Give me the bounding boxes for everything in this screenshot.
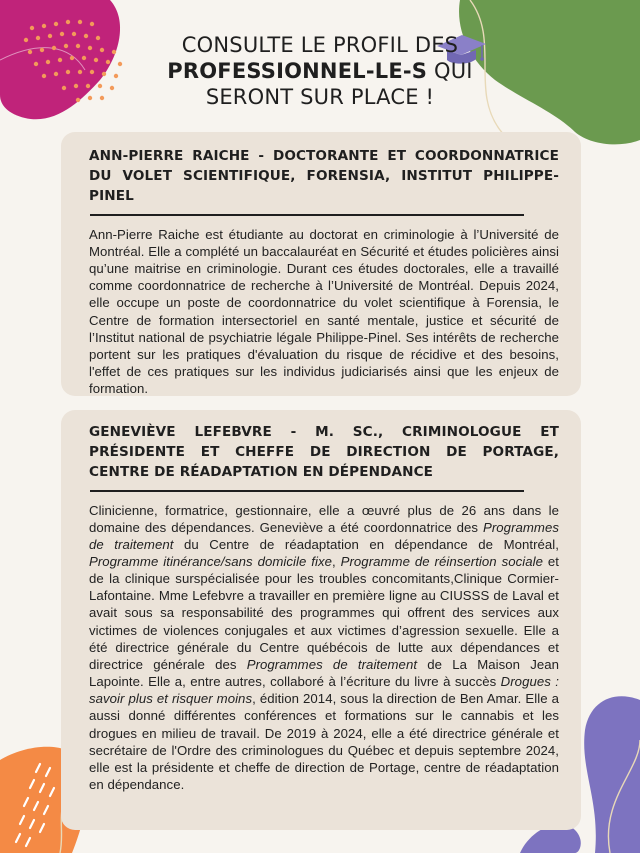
divider <box>90 214 524 216</box>
profile-card-raiche <box>61 132 581 396</box>
title-part-1: CONSULTE LE PROFIL DES <box>181 33 459 57</box>
bio-text: , <box>332 553 341 569</box>
bio-italic: Programmes de traitement <box>89 519 559 552</box>
profile-heading: ANN-PIERRE RAICHE - DOCTORANTE ET COORDONNATRICE DU VOLET SCIENTIFIQUE, FORENSIA, INSTITUT PHILIPPE-PINEL <box>89 148 559 204</box>
bio-italic: Drogues : savoir plus et risquer moins <box>89 674 560 707</box>
title-bold-part: PROFESSIONNEL-LE-S <box>167 59 428 83</box>
bio-italic: Programme de réinsertion sociale <box>340 553 543 569</box>
purple-blob <box>584 696 640 853</box>
profile-card-lefebvre <box>61 410 581 830</box>
page-title <box>150 32 490 110</box>
bio-italic: Programmes de traitement <box>246 656 418 672</box>
bio-text: et de la clinique surspécialisée pour les troubles concomitants,Clinique Cormier-Lafontaine. Mme Lefebvre a travailler en première ligne au CIUSSS de Laval et avait sous sa responsabilité des programmes qui offrent des services aux victimes de violences conjugales et aux victimes d’agression sexuelle. Elle a été directrice générale du Centre québécois de lutte aux dépendances et directrice générale des <box>89 553 560 672</box>
profile-bio <box>89 502 559 794</box>
profile-heading: GENEVIÈVE LEFEBVRE - M. SC., CRIMINOLOGUE ET PRÉSIDENTE ET CHEFFE DE DIRECTION DE PORTAGE, CENTRE DE RÉADAPTATION EN DÉPENDANCE <box>89 424 559 480</box>
bio-text: , édition 2014, sous la direction de Ben Amar. Elle a aussi donné différentes conférences et formations sur le cannabis et les drogues en milieu de travail. De 2019 à 2024, elle a été directrice générale et secrétaire de l'Ordre des criminologues du Québec et depuis septembre 2024, elle est la présidente et cheffe de direction de Portage, centre de réadaptation en dépendance. <box>89 691 559 792</box>
bio-text: Clinicienne, formatrice, gestionnaire, elle a œuvré plus de 26 ans dans le domaine des dépendances. Geneviève a été coordonnatrice des <box>89 502 559 535</box>
bio-text: du Centre de réadaptation en dépendance de Montréal, <box>173 536 559 552</box>
profile-bio: Ann-Pierre Raiche est étudiante au doctorat en criminologie à l’Université de Montréal. Elle a complété un baccalauréat en Sécurité et études policières ainsi qu’une maitrise en criminologie. Durant ces études doctorales, elle a travaillé comme coordonnatrice de recherche à l’Université de Montréal. Depuis 2024, elle occupe un poste de coordonnatrice du volet scientifique à Forensia, le Centre de formation intersectoriel en santé mentale, justice et sécurité de l’Institut national de psychiatrie légale Philippe-Pinel. Ses intérêts de recherche portent sur les pratiques d'évaluation du risque de récidive et des besoins, l'effet de ces pratiques sur les individus judiciarisés ainsi que les enjeux de formation. <box>89 226 559 397</box>
title-part-2: QUI SERONT SUR PLACE ! <box>205 59 473 109</box>
bio-italic: Programme itinérance/sans domicile fixe <box>89 553 333 569</box>
divider <box>90 490 524 492</box>
bio-text: de La Maison Jean Lapointe. Elle a, entre autres, collaboré à l’écriture du livre à succès <box>89 656 559 690</box>
